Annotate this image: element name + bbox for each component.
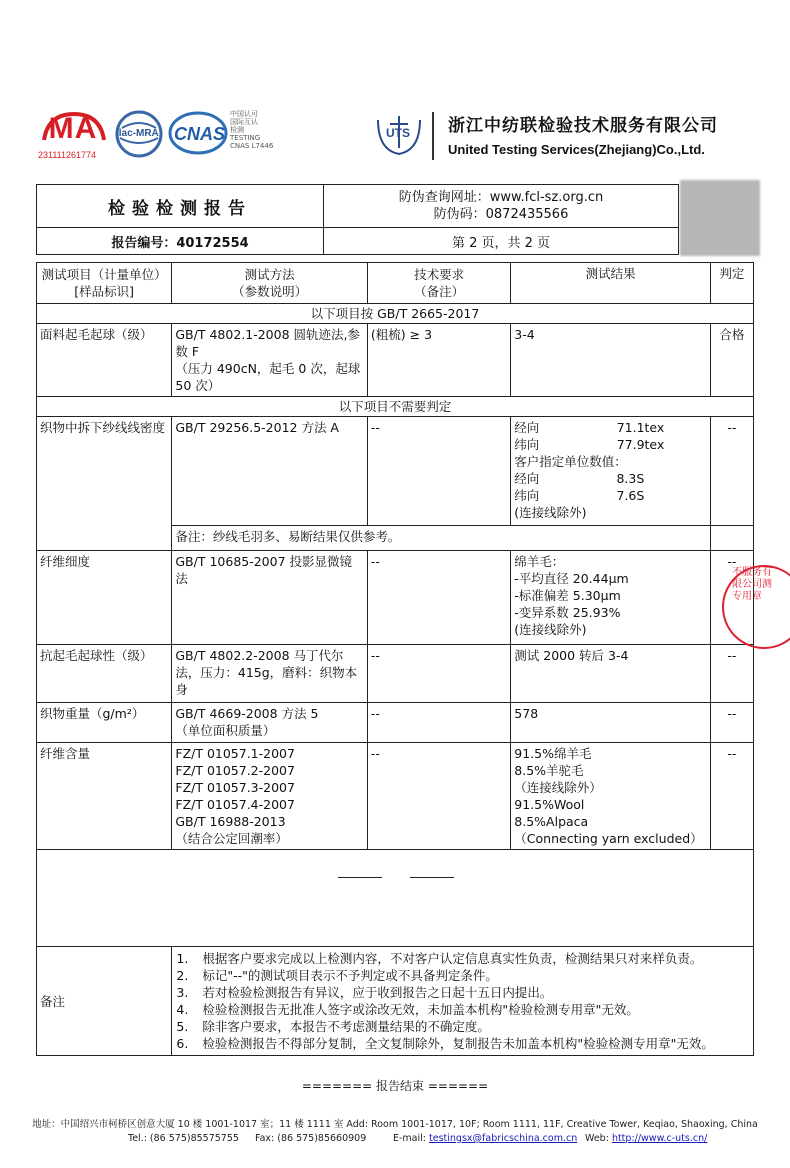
result-key: 经向	[514, 420, 540, 435]
item-cell: 织物中拆下纱线线密度	[37, 417, 172, 551]
result-value: 8.3S	[616, 471, 645, 486]
anti-fake-info	[324, 185, 679, 228]
judgement-cell: --	[710, 551, 753, 645]
note-number: 3.	[176, 985, 189, 1000]
notes-label: 备注	[37, 947, 172, 1056]
footer-tel: Tel.: (86 575)85575755	[128, 1133, 239, 1144]
notes-row	[37, 947, 754, 1056]
result-cell: 91.5%绵羊毛 8.5%羊驼毛 （连接线除外） 91.5%Wool 8.5%Alpaca （Connecting yarn excluded）	[511, 743, 711, 850]
table-row	[37, 417, 754, 526]
note-text: 检验检测报告不得部分复制，全文复制除外，复制报告未加盖本机构"检验检测专用章"无效。	[202, 1036, 714, 1051]
row-remark: 备注：纱线毛羽多、易断结果仅供参考。	[172, 526, 710, 551]
notes-list	[172, 947, 754, 1056]
requirement-cell: (粗梳) ≥ 3	[367, 324, 510, 397]
method-cell: GB/T 4669-2008 方法 5 （单位面积质量）	[172, 703, 368, 743]
note-number: 1.	[176, 951, 189, 966]
judgement-cell: --	[710, 417, 753, 526]
note-number: 6.	[176, 1036, 189, 1051]
note-item	[176, 950, 749, 967]
table-row	[37, 324, 754, 397]
qr-code-blurred	[680, 180, 760, 256]
cnas-caption-line: TESTING	[230, 134, 261, 142]
table-header-row	[37, 263, 754, 304]
cnas-logo	[168, 108, 228, 158]
cma-logo	[38, 110, 108, 158]
footer-web	[585, 1133, 707, 1144]
requirement-cell: --	[367, 417, 510, 526]
company-name	[448, 111, 718, 157]
empty-judgement-cell	[710, 526, 753, 551]
note-number: 4.	[176, 1002, 189, 1017]
blank-row	[37, 850, 754, 947]
col-header-item: 测试项目（计量单位） [样品标识]	[37, 263, 172, 304]
result-subheading: 客户指定单位数值：	[514, 454, 627, 469]
table-row	[37, 645, 754, 703]
blank-area	[37, 850, 754, 947]
table-row	[37, 743, 754, 850]
note-text: 根据客户要求完成以上检测内容，不对客户认定信息真实性负责，检测结果只对来样负责。	[202, 951, 703, 966]
item-cell: 抗起毛起球性（级）	[37, 645, 172, 703]
result-value: 7.6S	[616, 488, 645, 503]
section-row	[37, 397, 754, 417]
company-name-en: United Testing Services(Zhejiang)Co.,Ltd.	[448, 142, 705, 157]
cma-logo-text: MA	[48, 112, 98, 145]
report-end-marker: ======= 报告结束 ======	[301, 1079, 489, 1093]
company-name-cn: 浙江中纺联检验技术服务有限公司	[448, 116, 718, 136]
method-cell: FZ/T 01057.1-2007 FZ/T 01057.2-2007 FZ/T 01057.3-2007 FZ/T 01057.4-2007 GB/T 16988-2013 （结合公定回潮率）	[172, 743, 368, 850]
result-value: 71.1tex	[616, 420, 665, 435]
note-text: 若对检验检测报告有异议，应于收到报告之日起十五日内提出。	[202, 985, 553, 1000]
item-cell: 纤维含量	[37, 743, 172, 850]
report-header-table	[36, 184, 679, 255]
result-pair	[514, 436, 664, 453]
judgement-cell: --	[710, 743, 753, 850]
uts-logo	[372, 110, 426, 162]
note-item	[176, 1001, 749, 1018]
note-text: 标记"--"的测试项目表示不予判定或不具备判定条件。	[202, 968, 498, 983]
result-value: 77.9tex	[616, 437, 665, 452]
result-cell: 3-4	[511, 324, 711, 397]
result-key: 纬向	[514, 437, 540, 452]
header-divider	[432, 112, 434, 160]
cnas-label: CNAS	[174, 124, 226, 144]
result-cell: 578	[511, 703, 711, 743]
result-cell	[511, 417, 711, 526]
section-standard: 以下项目按 GB/T 2665-2017	[37, 304, 754, 324]
cnas-caption	[230, 110, 290, 150]
report-number: 报告编号：40172554	[37, 228, 324, 255]
separator-line	[338, 877, 382, 878]
requirement-cell: --	[367, 645, 510, 703]
item-cell: 纤维细度	[37, 551, 172, 645]
result-cell: 绵羊毛： -平均直径 20.44μm -标准偏差 5.30μm -变异系数 25.93% (连接线除外)	[511, 551, 711, 645]
footer-address: 地址：中国绍兴市柯桥区创意大厦 10 楼 1001-1017 室；11 楼 1111 室 Add: Room 1001-1017, 10F; Room 1111, 11F, Creative Tower, Keqiao, Shaoxing, China	[32, 1119, 758, 1130]
cnas-caption-line: 中国认可	[230, 110, 258, 118]
note-item	[176, 967, 749, 984]
results-table	[36, 262, 754, 1056]
col-header-method: 测试方法 （参数说明）	[172, 263, 368, 304]
result-pair	[514, 487, 644, 504]
result-note: (连接线除外)	[514, 505, 587, 520]
requirement-cell: --	[367, 551, 510, 645]
note-number: 5.	[176, 1019, 189, 1034]
col-header-requirement: 技术要求 （备注）	[367, 263, 510, 304]
anti-fake-code: 防伪码：0872435566	[433, 207, 569, 222]
col-header-judgement: 判定	[710, 263, 753, 304]
requirement-cell: --	[367, 703, 510, 743]
website-link[interactable]: http://www.c-uts.cn/	[611, 1133, 708, 1144]
method-cell: GB/T 4802.2-2008 马丁代尔法，压力：415g，磨料：织物本身	[172, 645, 368, 703]
note-number: 2.	[176, 968, 189, 983]
cnas-caption-line: 检测	[230, 126, 244, 134]
anti-fake-site: 防伪查询网址：www.fcl-sz.org.cn	[398, 190, 604, 205]
cma-code: 231111261774	[38, 150, 97, 160]
note-item	[176, 1018, 749, 1035]
seal-text: 不服务有限公司测专用章	[732, 567, 772, 602]
email-link[interactable]: testingsx@fabricschina.com.cn	[429, 1133, 578, 1144]
note-text: 除非客户要求，本报告不考虑测量结果的不确定度。	[202, 1019, 490, 1034]
footer-fax: Fax: (86 575)85660909	[255, 1133, 367, 1144]
result-key: 纬向	[514, 488, 540, 503]
footer-email-label: E-mail:	[393, 1133, 430, 1144]
col-header-result: 测试结果	[511, 263, 711, 304]
page-indicator: 第 2 页，共 2 页	[324, 228, 679, 255]
cnas-caption-line: 国际互认	[230, 118, 258, 126]
method-cell: GB/T 4802.1-2008 圆轨迹法,参数 F （压力 490cN，起毛 0 次，起球 50 次）	[172, 324, 368, 397]
result-pair	[514, 419, 664, 436]
note-item	[176, 1035, 749, 1052]
requirement-cell: --	[367, 743, 510, 850]
result-cell: 测试 2000 转后 3-4	[511, 645, 711, 703]
section-no-judgement: 以下项目不需要判定	[37, 397, 754, 417]
uts-label: UTS	[386, 126, 410, 140]
section-row	[37, 304, 754, 324]
cnas-caption-line: CNAS L7446	[230, 142, 274, 150]
ilac-label: ilac-MRA	[116, 128, 159, 139]
result-pair	[514, 470, 644, 487]
judgement-cell: 合格	[710, 324, 753, 397]
method-cell: GB/T 10685-2007 投影显微镜法	[172, 551, 368, 645]
footer-email	[393, 1133, 577, 1144]
item-cell: 织物重量（g/m²）	[37, 703, 172, 743]
separator-line	[410, 877, 454, 878]
judgement-cell: --	[710, 645, 753, 703]
note-item	[176, 984, 749, 1001]
method-cell: GB/T 29256.5-2012 方法 A	[172, 417, 368, 526]
note-text: 检验检测报告无批准人签字或涂改无效，未加盖本机构"检验检测专用章"无效。	[202, 1002, 639, 1017]
result-key: 经向	[514, 471, 540, 486]
judgement-cell: --	[710, 703, 753, 743]
report-title: 检验检测报告	[37, 185, 324, 228]
item-cell: 面料起毛起球（级）	[37, 324, 172, 397]
footer-web-label: Web:	[585, 1133, 612, 1144]
ilac-mra-logo	[114, 108, 164, 164]
table-row	[37, 703, 754, 743]
table-row	[37, 551, 754, 645]
